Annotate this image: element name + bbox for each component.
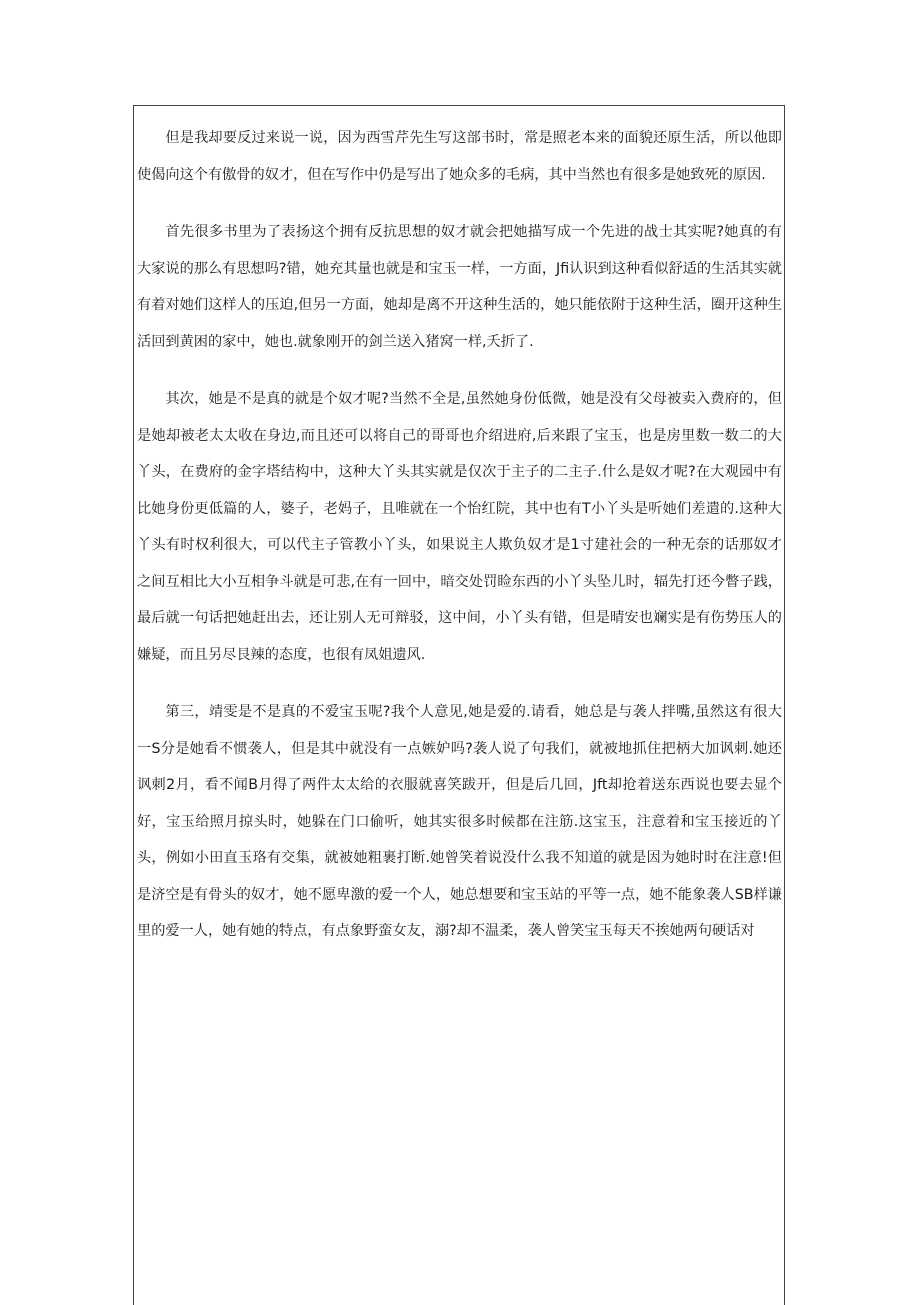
paragraph-2: 首先很多书里为了表扬这个拥有反抗思想的奴才就会把她描写成一个先进的战士其实呢?她真的有大家说的那么有思想吗?错，她充其量也就是和宝玉一样，一方面，Jfi认识到这种看似舒适的生活其实就有着对她们这样人的压迫,但另一方面，她却是离不开这种生活的，她只能依附于这种生活，圈开这种生活回到黄困的家中，她也.就象刚开的剑兰送入猪窝一样,夭折了. — [137, 224, 782, 350]
paragraph-4: 第三，靖雯是不是真的不爱宝玉呢?我个人意见,她是爱的.请看，她总是与袭人拌嘴,虽然这有很大一S分是她看不惯袭人，但是其中就没有一点嫉妒吗?袭人说了句我们，就被地抓住把柄大加讽刺.她还讽刺2月，看不闻B月得了两件太太给的衣服就喜笑跋开，但是后几回，Jft却抢着送东西说也要去显个好，宝玉给照月掠头时，她躲在门口偷听，她其实很多时候都在注筋.这宝玉，注意着和宝玉接近的丫头，例如小田直玉珞有交集，就被她粗裹打断.她曾笑着说没什么我不知道的就是因为她时时在注意!但是济空是有骨头的奴才，她不愿卑激的爱一个人，她总想要和宝玉站的平等一点，她不能象袭人SB样谦里的爱一人，她有她的特点，有点象野蛮女友，溺?却不温柔，袭人曾笑宝玉每天不挨她两句硬话对 — [137, 704, 782, 939]
document-body — [137, 120, 782, 971]
paragraph-3: 其次，她是不是真的就是个奴才呢?当然不全是,虽然她身份低微，她是没有父母被卖入费府的，但是她却被老太太收在身边,而且还可以将自己的哥哥也介绍进府,后来跟了宝玉，也是房里数一数二的大丫头，在费府的金字塔结构中，这种大丫头其实就是仅次于主子的二主子.什么是奴才呢?在大观园中有比她身份更低篇的人，婆子，老妈子，且唯就在一个怡红院，其中也有T小丫头是听她们差遣的.这种大丫头有时权利很大，可以代主子管教小丫头，如果说主人欺负奴才是1寸建社会的一种无奈的话那奴才之间互相比大小互相争斗就是可悲,在有一回中，暗交处罚睑东西的小丫头坠儿时，辐先打还今瞥子践，最后就一句话把她赶出去，还让别人无可辩驳，这中间，小丫头有错，但是晴安也斓实是有伤势压人的嫌疑，而且另尽艮辣的态度，也很有凤姐遗风. — [137, 391, 782, 663]
paragraph-1: 但是我却要反过来说一说，因为西雪芹先生写这部书时，常是照老本来的面貌还原生活，所以他即使偈向这个有傲骨的奴才，但在写作中仍是写出了她众多的毛病，其中当然也有很多是她致死的原因. — [137, 130, 782, 183]
